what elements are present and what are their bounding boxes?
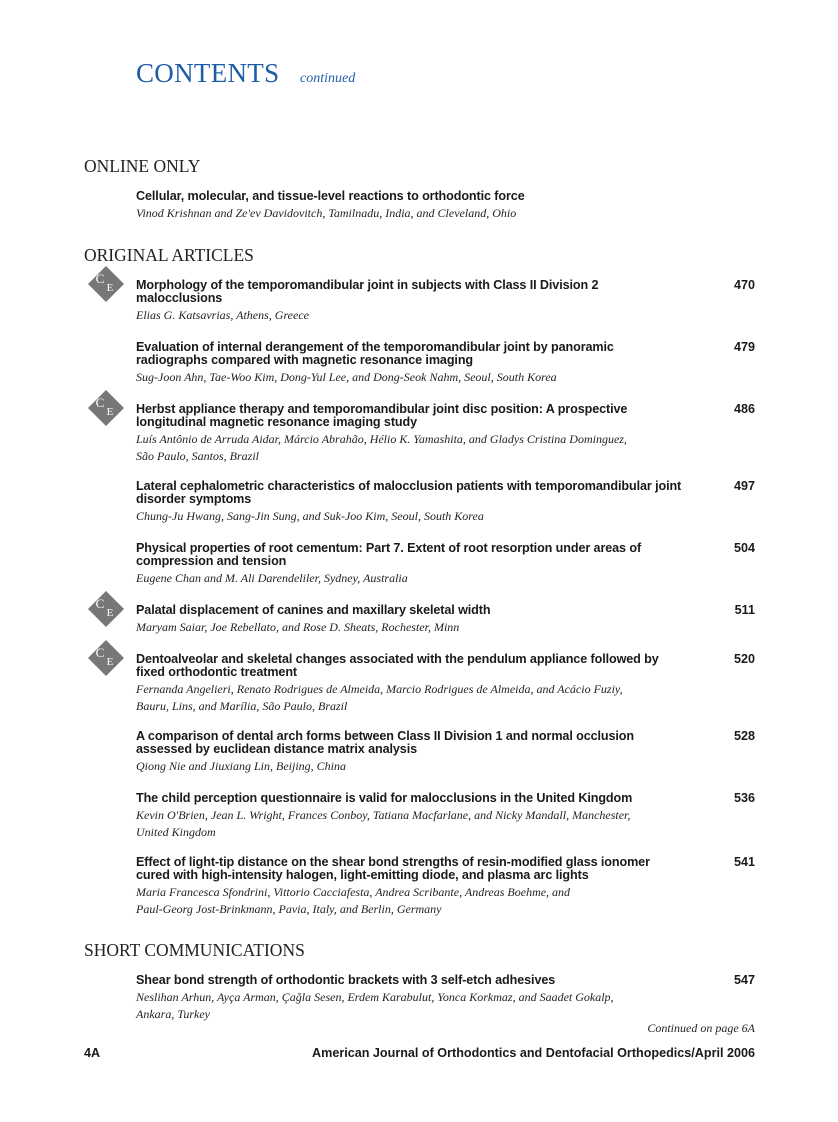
article-title-line: Herbst appliance therapy and temporomandibular joint disc position: A prospective — [136, 402, 628, 416]
article-title-line: Palatal displacement of canines and maxillary skeletal width — [136, 603, 491, 617]
article-entry — [136, 792, 726, 840]
continued-note: Continued on page 6A — [647, 1021, 755, 1035]
article-title — [136, 974, 726, 987]
article-authors — [136, 884, 726, 917]
article-authors — [136, 570, 726, 587]
article-title-line: Morphology of the temporomandibular joint in subjects with Class II Division 2 — [136, 278, 599, 292]
article-authors-line: United Kingdom — [136, 824, 216, 839]
article-authors-line: São Paulo, Santos, Brazil — [136, 448, 260, 463]
ce-badge-icon — [88, 640, 124, 676]
article-title-line: Effect of light-tip distance on the shear bond strengths of resin-modified glass ionomer — [136, 855, 650, 869]
article-title — [136, 279, 726, 305]
svg-text:C: C — [95, 271, 105, 286]
article-title-line: disorder symptoms — [136, 492, 252, 506]
article-entry — [136, 856, 726, 917]
page-subtitle: continued — [300, 71, 356, 86]
article-title-line: radiographs compared with magnetic resonance imaging — [136, 353, 474, 367]
article-title-line: compression and tension — [136, 554, 287, 568]
page-title: CONTENTS — [136, 58, 280, 88]
article-authors-line: Chung-Ju Hwang, Sang-Jin Sung, and Suk-Joo Kim, Seoul, South Korea — [136, 509, 484, 523]
article-title-line: malocclusions — [136, 291, 223, 305]
article-authors — [136, 431, 726, 464]
ce-badge-icon — [88, 390, 124, 426]
article-title-line: Physical properties of root cementum: Part 7. Extent of root resorption under areas of — [136, 541, 642, 555]
article-authors-line: Qiong Nie and Jiuxiang Lin, Beijing, China — [136, 759, 346, 773]
article-page-number: 547 — [733, 973, 755, 987]
article-authors — [136, 369, 726, 386]
article-title-line: Dentoalveolar and skeletal changes associated with the pendulum appliance followed by — [136, 652, 659, 666]
svg-text:E: E — [106, 656, 114, 668]
svg-text:E: E — [106, 282, 114, 294]
article-page-number: 511 — [734, 603, 755, 617]
article-authors — [136, 989, 726, 1022]
footer-journal: American Journal of Orthodontics and Dentofacial Orthopedics/April 2006 — [312, 1046, 755, 1060]
article-authors-line: Ankara, Turkey — [136, 1006, 210, 1021]
article-title — [136, 653, 726, 679]
article-title — [136, 341, 726, 367]
article-title-line: fixed orthodontic treatment — [136, 665, 298, 679]
article-authors-line: Maria Francesca Sfondrini, Vittorio Cacciafesta, Andrea Scribante, Andreas Boehme, and — [136, 885, 571, 899]
article-authors — [136, 619, 726, 636]
article-authors-line: Sug-Joon Ahn, Tae-Woo Kim, Dong-Yul Lee, and Dong-Seok Nahm, Seoul, South Korea — [136, 370, 557, 384]
article-authors-line: Luís Antônio de Arruda Aidar, Márcio Abrahão, Hélio K. Yamashita, and Gladys Cristina Dominguez, — [136, 432, 627, 446]
article-authors-line: Neslihan Arhun, Ayça Arman, Çağla Sesen, Erdem Karabulut, Yonca Korkmaz, and Saadet Gokalp, — [136, 990, 614, 1004]
article-entry — [136, 974, 726, 1022]
article-title-line: Evaluation of internal derangement of the temporomandibular joint by panoramic — [136, 340, 614, 354]
article-authors-line: Bauru, Lins, and Marília, São Paulo, Brazil — [136, 698, 348, 713]
section-heading: ONLINE ONLY — [84, 156, 201, 176]
svg-text:E: E — [106, 607, 114, 619]
article-title-line: Lateral cephalometric characteristics of malocclusion patients with temporomandibular joint — [136, 479, 682, 493]
article-title — [136, 792, 726, 805]
article-entry — [136, 604, 726, 636]
article-authors-line: Maryam Saiar, Joe Rebellato, and Rose D. Sheats, Rochester, Minn — [136, 620, 460, 634]
svg-text:C: C — [95, 645, 105, 660]
section-heading: SHORT COMMUNICATIONS — [84, 940, 305, 960]
article-authors — [136, 508, 726, 525]
article-authors-line: Fernanda Angelieri, Renato Rodrigues de Almeida, Marcio Rodrigues de Almeida, and Acácio Fuziy, — [136, 682, 623, 696]
article-title — [136, 480, 726, 506]
article-entry — [136, 341, 726, 386]
ce-badge-icon — [88, 266, 124, 302]
article-page-number: 536 — [733, 791, 755, 805]
article-page-number: 486 — [733, 402, 755, 416]
article-title-line: assessed by euclidean distance matrix analysis — [136, 742, 418, 756]
section-heading: ORIGINAL ARTICLES — [84, 245, 254, 265]
article-title-line: Shear bond strength of orthodontic brackets with 3 self-etch adhesives — [136, 973, 556, 987]
article-title — [136, 542, 726, 568]
article-page-number: 541 — [733, 855, 755, 869]
article-title-line: cured with high-intensity halogen, light-emitting diode, and plasma arc lights — [136, 868, 589, 882]
article-title-line: A comparison of dental arch forms between Class II Division 1 and normal occlusion — [136, 729, 634, 743]
article-authors-line: Elias G. Katsavrias, Athens, Greece — [136, 308, 309, 322]
article-authors-line: Eugene Chan and M. Ali Darendeliler, Sydney, Australia — [136, 571, 408, 585]
ce-badge-icon — [88, 591, 124, 627]
article-title-line: longitudinal magnetic resonance imaging study — [136, 415, 417, 429]
article-title — [136, 403, 726, 429]
article-authors — [136, 807, 726, 840]
article-authors-line: Paul-Georg Jost-Brinkmann, Pavia, Italy, and Berlin, Germany — [136, 901, 442, 916]
svg-text:C: C — [95, 596, 105, 611]
article-authors — [136, 681, 726, 714]
article-entry — [136, 403, 726, 464]
article-title — [136, 604, 726, 617]
footer-page-number: 4A — [84, 1046, 101, 1060]
article-page-number: 520 — [733, 652, 755, 666]
article-authors-line: Vinod Krishnan and Ze'ev Davidovitch, Tamilnadu, India, and Cleveland, Ohio — [136, 206, 517, 220]
article-title — [136, 190, 726, 203]
article-entry — [136, 279, 726, 324]
article-page-number: 479 — [733, 340, 755, 354]
article-entry — [136, 480, 726, 525]
article-entry — [136, 653, 726, 714]
article-page-number: 528 — [733, 729, 755, 743]
article-title — [136, 856, 726, 882]
article-title-line: The child perception questionnaire is valid for malocclusions in the United Kingdom — [136, 791, 633, 805]
article-page-number: 504 — [733, 541, 755, 555]
article-authors — [136, 307, 726, 324]
article-authors — [136, 758, 726, 775]
article-entry — [136, 542, 726, 587]
article-page-number: 497 — [733, 479, 755, 493]
article-authors — [136, 205, 726, 222]
article-page-number: 470 — [733, 278, 755, 292]
svg-text:E: E — [106, 406, 114, 418]
article-entry — [136, 190, 726, 222]
article-entry — [136, 730, 726, 775]
svg-text:C: C — [95, 395, 105, 410]
article-authors-line: Kevin O'Brien, Jean L. Wright, Frances Conboy, Tatiana Macfarlane, and Nicky Mandall, Manchester, — [136, 808, 631, 822]
article-title-line: Cellular, molecular, and tissue-level reactions to orthodontic force — [136, 189, 525, 203]
article-title — [136, 730, 726, 756]
